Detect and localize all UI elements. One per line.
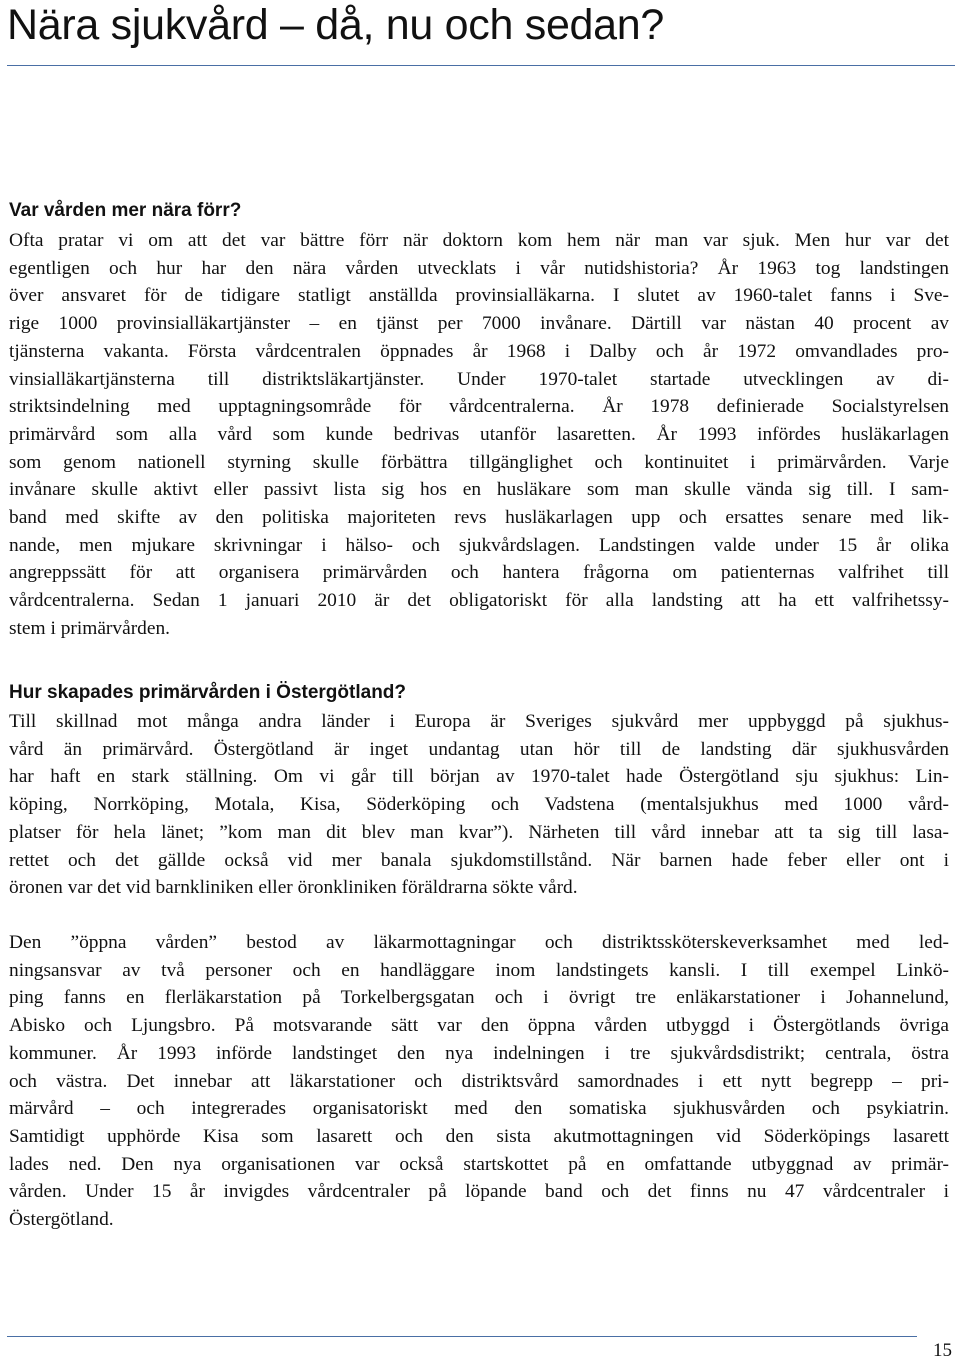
text-line: Abisko och Ljungsbro. På motsvarande sätt var den öppna vården utbyggd i Östergötlands övriga — [9, 1015, 949, 1037]
text-line: ping fanns en flerläkarstation på Torkelbergsgatan och i övrigt tre enläkarstationer i Johannelund, — [9, 987, 949, 1009]
text-line: över ansvaret för de tidigare statligt anställda provinsialläkarna. I slutet av 1960-talet fanns i Sve- — [9, 285, 949, 307]
title-divider — [7, 65, 955, 66]
page-number: 15 — [933, 1340, 952, 1361]
text-line: märvård – och integrerades organisatoriskt med den somatiska sjukhusvården och psykiatrin. — [9, 1098, 949, 1120]
section-1-paragraph — [9, 227, 949, 643]
text-line: har haft en stark ställning. Om vi går till början av 1970-talet hade Östergötland sju sjukhus: Lin- — [9, 766, 949, 788]
text-line: nande, men mjukare skrivningar i hälso- och sjukvårdslagen. Landstingen valde under 15 år olika — [9, 534, 949, 556]
section-heading-2: Hur skapades primärvården i Östergötland? — [9, 682, 407, 703]
text-line: band med skifte av den politiska majoriteten revs husläkarlagen upp och ersattes senare med lik- — [9, 507, 949, 529]
text-line: ningsansvar av två personer och en handläggare inom landstingets kansli. I till exempel Linkö- — [9, 959, 949, 981]
text-line: kommuner. År 1993 införde landstinget den nya indelningen i tre sjukvårdsdistrikt; centrala, östra — [9, 1042, 949, 1064]
text-line: egentligen och hur har den nära vården utvecklats i vår nutidshistoria? År 1963 tog landstingen — [9, 257, 949, 279]
text-line: invånare skulle aktivt eller passivt lista sig hos en husläkare som man skulle vända sig till. I sam- — [9, 479, 949, 501]
text-line: primärvård som alla vård som kunde bedrivas utanför lasaretten. År 1993 infördes husläkarlagen — [9, 423, 949, 445]
section-heading-1: Var vården mer nära förr? — [9, 200, 242, 221]
text-line: rettet och det gällde också vid mer banala sjukdomstillstånd. När barnen hade feber eller ont i — [9, 849, 949, 871]
text-line: och västra. Det innebar att läkarstationer och distriktsvård samordnades i ett nytt begrepp – pri- — [9, 1070, 949, 1092]
text-line: striktsindelning med upptagningsområde för vårdcentralerna. År 1978 definierade Socialstyrelsen — [9, 396, 949, 418]
text-line: som genom nationell styrning skulle förbättra tillgänglighet och kontinuitet i primärvården. Varje — [9, 451, 949, 473]
text-line: tjänsterna vakanta. Första vårdcentralen öppnades år 1968 i Dalby och år 1972 omvandlades pro- — [9, 340, 949, 362]
text-line: vinsialläkartjänsterna till distriktsläkartjänster. Under 1970-talet startade utvecklingen av di- — [9, 368, 949, 390]
text-line: Ofta pratar vi om att det var bättre förr när doktorn kom hem när man var sjuk. Men hur var det — [9, 230, 949, 251]
text-line: platser för hela länet; ”kom man dit blev man kvar”). Närheten till vård innebar att ta sig till lasa- — [9, 821, 949, 843]
text-line: Östergötland. — [9, 1209, 114, 1231]
text-line: rige 1000 provinsialläkartjänster – en tjänst per 7000 invånare. Därtill var nästan 40 procent av — [9, 313, 949, 335]
page-title: Nära sjukvård – då, nu och sedan? — [7, 1, 665, 49]
text-line: vårdcentralerna. Sedan 1 januari 2010 är det obligatoriskt för alla landsting att ha ett valfrihetssy- — [9, 590, 949, 612]
section-2-paragraph-1 — [9, 708, 949, 902]
footer-divider — [7, 1336, 917, 1337]
section-2-paragraph-2 — [9, 929, 949, 1234]
text-line: lades ned. Den nya organisationen var också startskottet på en omfattande utbyggnad av primär- — [9, 1153, 949, 1175]
text-line: stem i primärvården. — [9, 617, 170, 639]
text-line: Samtidigt upphörde Kisa som lasarett och den sista akutmottagningen vid Söderköpings lasarett — [9, 1125, 949, 1147]
text-line: vården. Under 15 år invigdes vårdcentraler på löpande band och det finns nu 47 vårdcentraler i — [9, 1181, 949, 1203]
text-line: öronen var det vid barnkliniken eller öronkliniken föräldrarna sökte vård. — [9, 877, 578, 899]
text-line: Den ”öppna vården” bestod av läkarmottagningar och distriktssköterskeverksamhet med led- — [9, 932, 949, 953]
text-line: Till skillnad mot många andra länder i Europa är Sveriges sjukvård mer uppbyggd på sjukhus- — [9, 711, 949, 732]
text-line: köping, Norrköping, Motala, Kisa, Söderköping och Vadstena (mentalsjukhus med 1000 vård- — [9, 794, 949, 816]
text-line: vård än primärvård. Östergötland är inget undantag utan hör till de landsting där sjukhusvården — [9, 738, 949, 760]
text-line: angreppssätt för att organisera primärvården och hantera frågorna om patienternas valfrihet till — [9, 562, 949, 584]
